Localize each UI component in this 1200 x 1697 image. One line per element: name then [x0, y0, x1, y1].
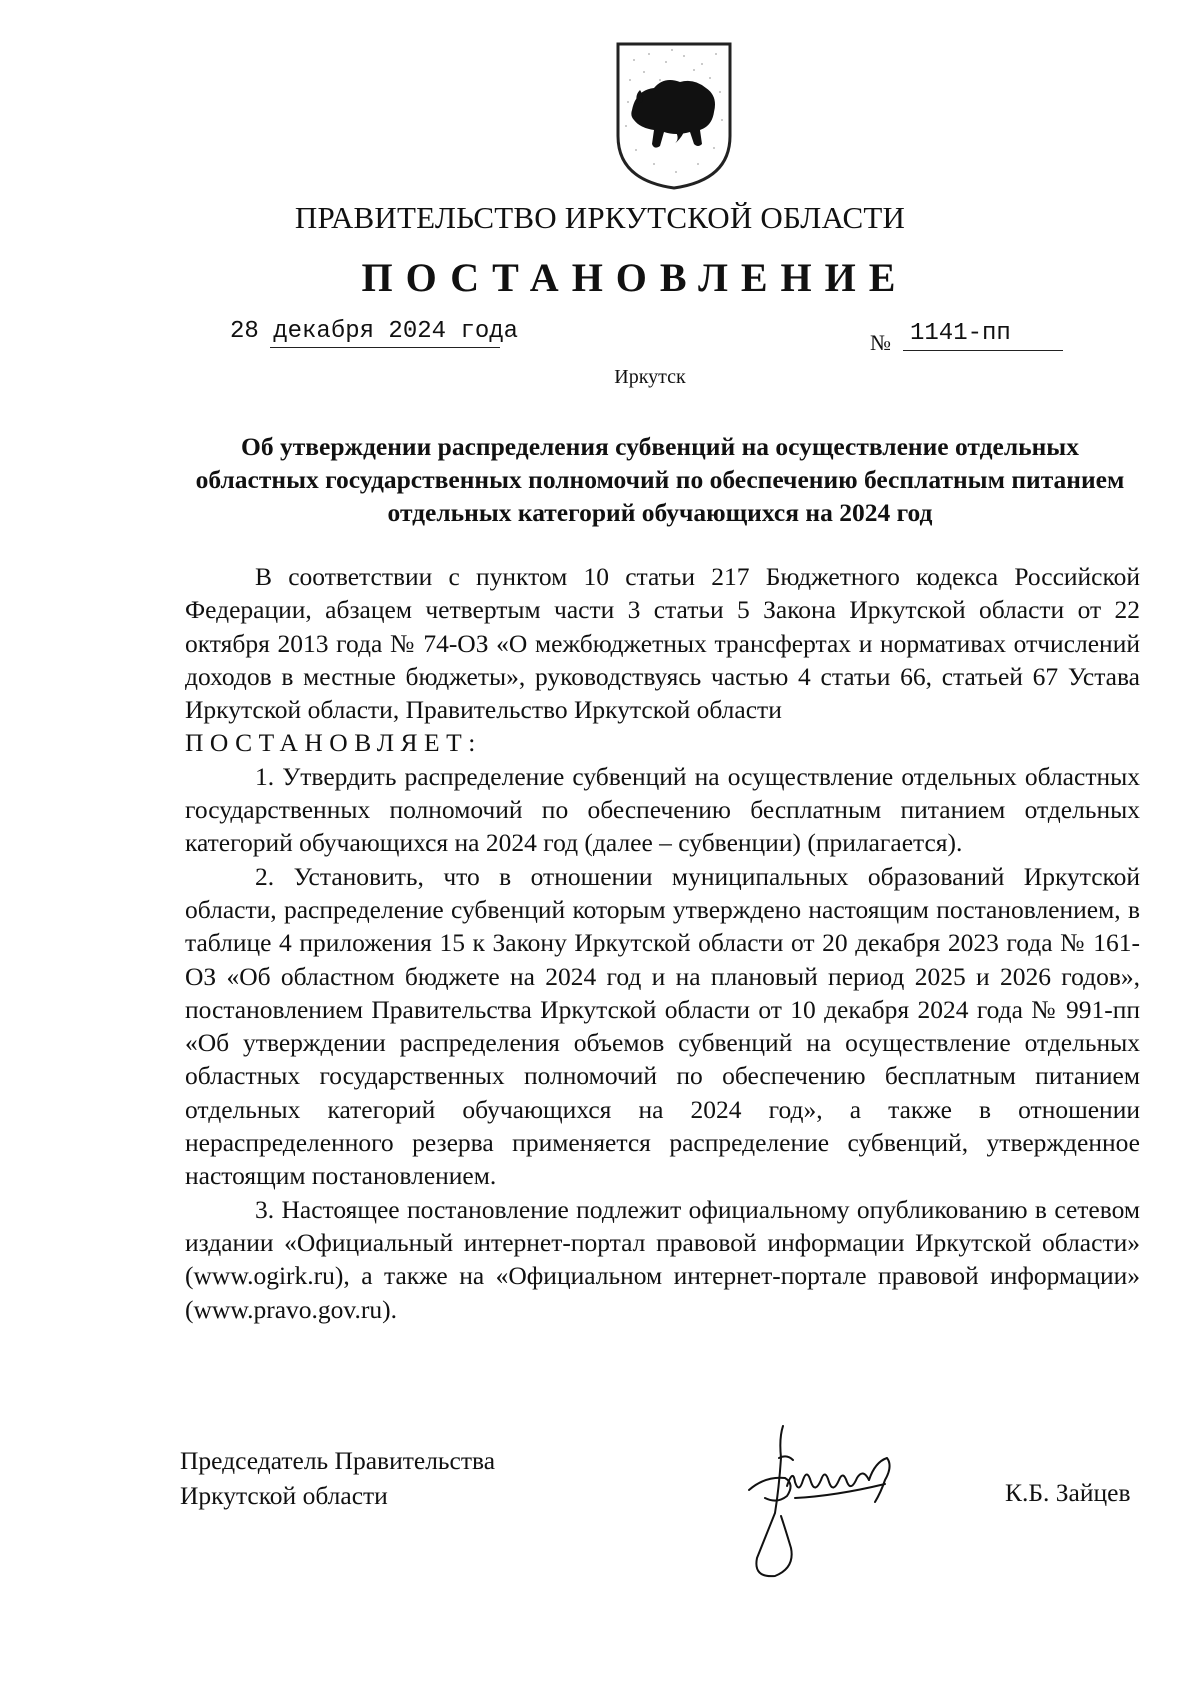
signatory-position [180, 1443, 495, 1513]
number-sign: № [870, 330, 891, 355]
item-paragraph-2: 2. Установить, что в отношении муниципальных образований Иркутской области, распределение субвенций которым утверждено настоящим постановлением, в таблице 4 приложения 15 к Закону Иркутской области от 20 декабря 2023 года № 161-ОЗ «Об областном бюджете на 2024 год и на плановый период 2025 и 2026 годов», постановлением Правительства Иркутской области от 10 декабря 2024 года № 991-пп «Об утверждении распределения объемов субвенций на осуществление отдельных областных государственных полномочий по обеспечению бесплатным питанием отдельных категорий обучающихся на 2024 год», а также в отношении нераспределенного резерва применяется распределение субвенций, утвержденное настоящим постановлением. [185, 861, 1140, 1191]
authority-name: ПРАВИТЕЛЬСТВО ИРКУТСКОЙ ОБЛАСТИ [294, 200, 906, 235]
document-body [185, 560, 1140, 1326]
city-name: Иркутск [614, 366, 686, 388]
number-underline [903, 350, 1063, 351]
document-title: Об утверждении распределения субвенций на осуществление отдельных областных государственных полномочий по обеспечению бесплатным питанием отдельных категорий обучающихся на 2024 год [195, 432, 1125, 527]
resolves-heading: ПОСТАНОВЛЯЕТ: [185, 728, 482, 758]
preamble-paragraph: В соответствии с пунктом 10 статьи 217 Бюджетного кодекса Российской Федерации, абзацем четвертым части 3 статьи 5 Закона Иркутской области от 22 октября 2013 года № 74-ОЗ «О межбюджетных трансфертах и нормативах отчислений доходов в местные бюджеты», руководствуясь частью 4 статьи 66, статьей 67 Устава Иркутской области, Правительство Иркутской области [185, 562, 1140, 725]
coat-of-arms-icon [614, 40, 734, 192]
item-paragraph-1: 1. Утвердить распределение субвенций на осуществление отдельных областных государственных полномочий по обеспечению бесплатным питанием отдельных категорий обучающихся на 2024 год (далее – субвенции) (прилагается). [185, 761, 1140, 858]
document-number: 1141-пп [910, 320, 1011, 347]
document-type: ПОСТАНОВЛЕНИЕ [361, 255, 909, 300]
document-date: 28 декабря 2024 года [230, 318, 519, 345]
signatory-name: К.Б. Зайцев [1005, 1478, 1131, 1507]
date-underline [270, 347, 500, 348]
handwritten-signature-icon [735, 1418, 935, 1588]
position-line-2: Иркутской области [180, 1481, 388, 1510]
item-paragraph-3: 3. Настоящее постановление подлежит официальному опубликованию в сетевом издании «Официальный интернет-портал правовой информации Иркутской области» (www.ogirk.ru), а также на «Официальном интернет-портале правовой информации» (www.pravo.gov.ru). [185, 1194, 1140, 1324]
position-line-1: Председатель Правительства [180, 1446, 496, 1475]
